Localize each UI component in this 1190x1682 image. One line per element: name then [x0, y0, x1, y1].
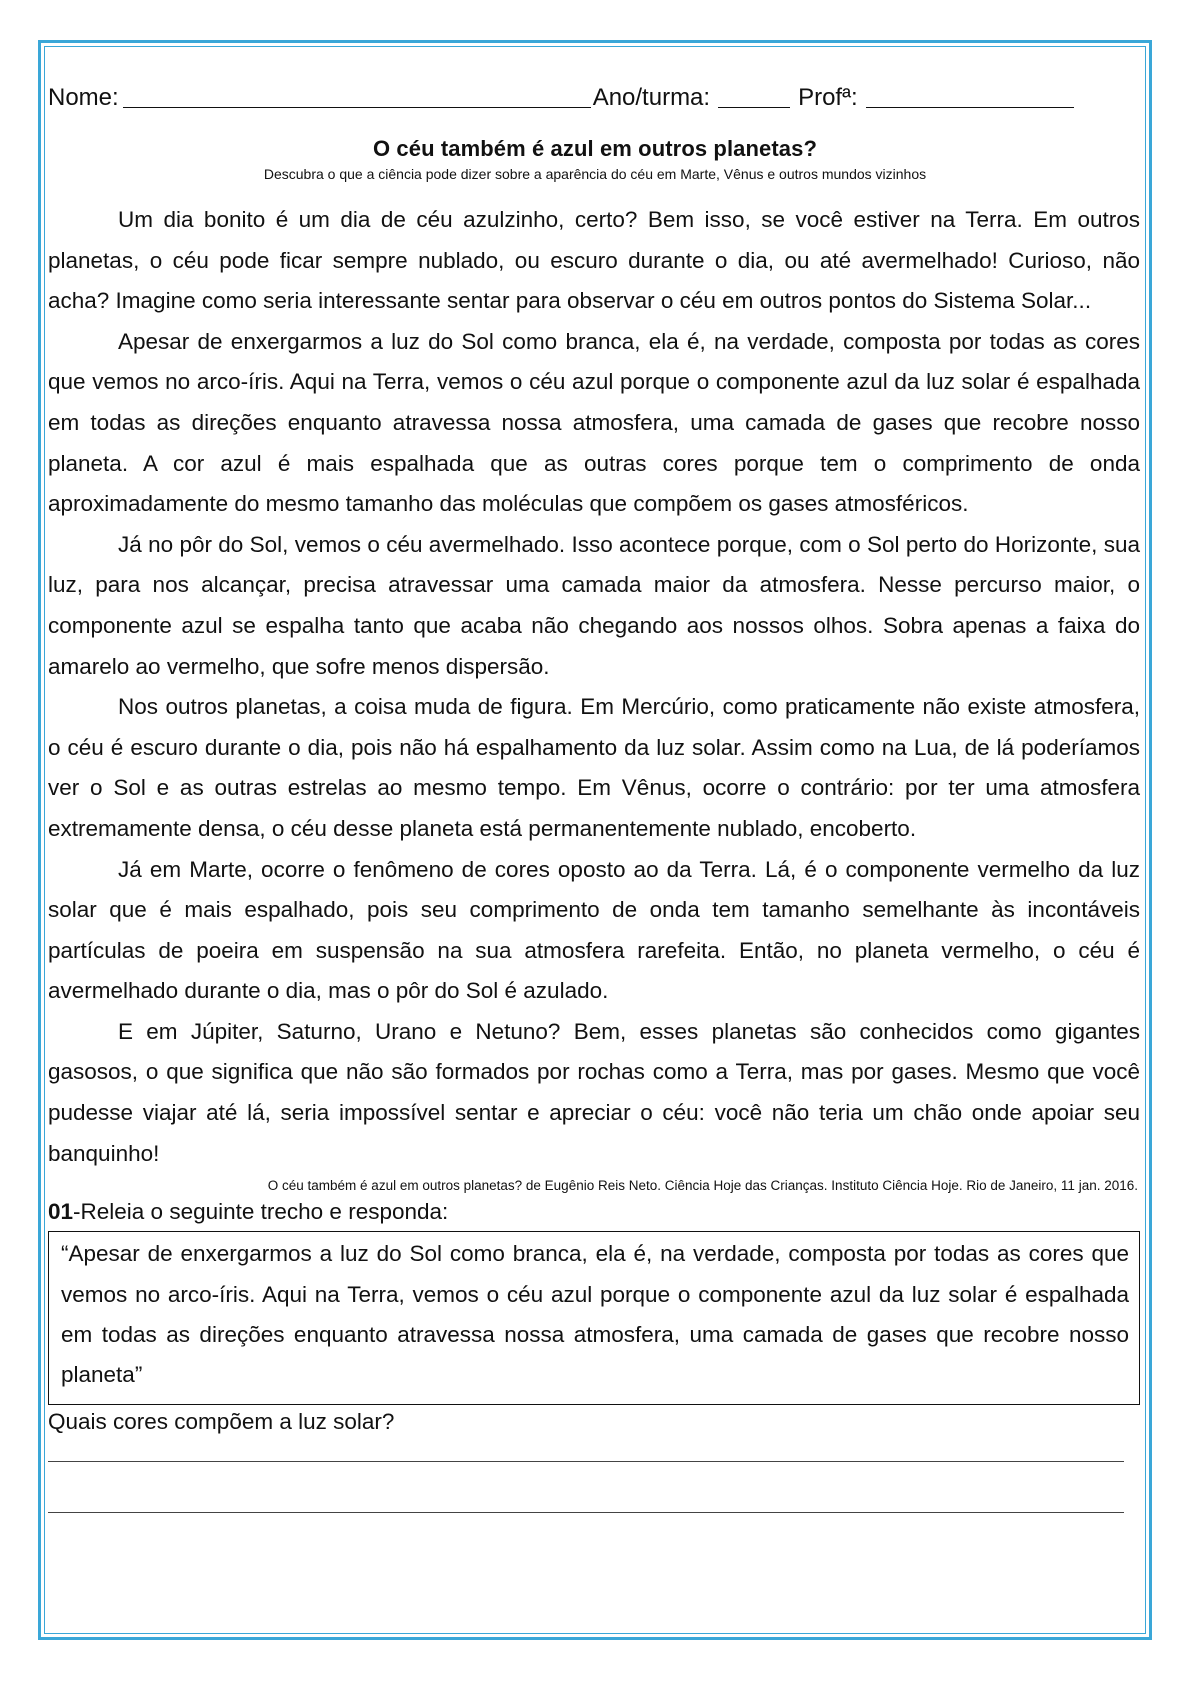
worksheet — [48, 78, 1142, 1513]
article-title: O céu também é azul em outros planetas? — [372, 136, 818, 161]
question-heading — [48, 1199, 1142, 1225]
article-body — [48, 200, 1142, 1174]
class-field[interactable] — [718, 83, 790, 108]
question-instruction: -Releia o seguinte trecho e responda: — [73, 1199, 449, 1225]
answer-line-1[interactable] — [48, 1461, 1124, 1462]
paragraph-1: Um dia bonito é um dia de céu azulzinho, certo? Bem isso, se você estiver na Terra. Em outros planetas, o céu pode ficar sempre nublado, ou escuro durante o dia, ou até avermelhado! Curioso, não acha? Imagine como seria interessante sentar para observar o céu em outros pontos do Sistema Solar... — [48, 207, 1140, 314]
answer-line-2[interactable] — [48, 1512, 1124, 1513]
paragraph-6: E em Júpiter, Saturno, Urano e Netuno? Bem, esses planetas são conhecidos como gigantes gasosos, o que significa que não são formados por rochas como a Terra, mas por gases. Mesmo que você pudesse viajar até lá, seria impossível sentar e apreciar o céu: você não teria um chão onde apoiar seu banquinho! — [48, 1018, 1140, 1166]
question-prompt: Quais cores compõem a luz solar? — [48, 1408, 395, 1434]
paragraph-5: Já em Marte, ocorre o fenômeno de cores oposto ao da Terra. Lá, é o componente vermelho da luz solar que é mais espalhado, pois seu comprimento de onda tem tamanho semelhante às incontáveis partículas de poeira em suspensão na sua atmosfera rarefeita. Então, no planeta vermelho, o céu é avermelhado durante o dia, mas o pôr do Sol é azulado. — [48, 856, 1140, 1004]
teacher-field[interactable] — [866, 83, 1074, 108]
question-number: 01 — [48, 1199, 74, 1225]
paragraph-4: Nos outros planetas, a coisa muda de figura. Em Mercúrio, como praticamente não existe atmosfera, o céu é escuro durante o dia, pois não há espalhamento da luz solar. Assim como na Lua, de lá poderíamos ver o Sol e as outras estrelas ao mesmo tempo. Em Vênus, ocorre o contrário: por ter uma atmosfera extremamente densa, o céu desse planeta está permanentemente nublado, encoberto. — [48, 694, 1140, 841]
name-field[interactable] — [123, 83, 591, 108]
name-label: Nome: — [48, 84, 119, 111]
teacher-label: Profª: — [798, 84, 858, 111]
quoted-excerpt: “Apesar de enxergarmos a luz do Sol como branca, ela é, na verdade, composta por todas as cores que vemos no arco-íris. Aqui na Terra, vemos o céu azul porque o componente azul da luz solar é espalhada em todas as direções enquanto atravessa nossa atmosfera, uma camada de gases que recobre nosso planeta” — [48, 1231, 1140, 1405]
paragraph-3: Já no pôr do Sol, vemos o céu avermelhado. Isso acontece porque, com o Sol perto do Horizonte, sua luz, para nos alcançar, precisa atravessar uma camada maior da atmosfera. Nesse percurso maior, o componente azul se espalha tanto que acaba não chegando aos nossos olhos. Sobra apenas a faixa do amarelo ao vermelho, que sofre menos dispersão. — [48, 531, 1140, 679]
article-citation: O céu também é azul em outros planetas? de Eugênio Reis Neto. Ciência Hoje das Crianças. Instituto Ciência Hoje. Rio de Janeiro, 11 jan. 2016. — [267, 1178, 1138, 1194]
student-header — [48, 78, 1142, 112]
class-label: Ano/turma: — [592, 84, 711, 111]
paragraph-2: Apesar de enxergarmos a luz do Sol como branca, ela é, na verdade, composta por todas as cores que vemos no arco-íris. Aqui na Terra, vemos o céu azul porque o componente azul da luz solar é espalhada em todas as direções enquanto atravessa nossa atmosfera, uma camada de gases que recobre nosso planeta. A cor azul é mais espalhada que as outras cores porque tem o comprimento de onda aproximadamente do mesmo tamanho das moléculas que compõem os gases atmosféricos. — [48, 328, 1140, 517]
article-subtitle: Descubra o que a ciência pode dizer sobre a aparência do céu em Marte, Vênus e outros mundos vizinhos — [263, 166, 927, 182]
